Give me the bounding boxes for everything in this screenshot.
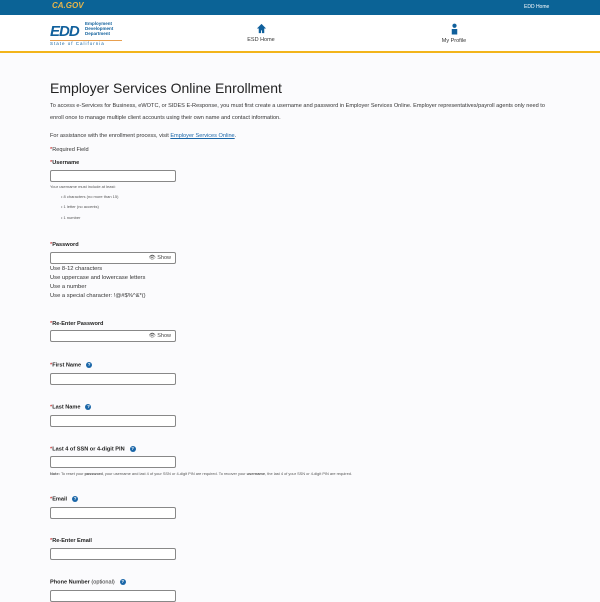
req-mark: * (50, 404, 53, 411)
rule-text: 1 letter (no accents) (63, 204, 99, 209)
first-name-label (50, 362, 92, 368)
logo-dept: Department (85, 31, 111, 36)
ca-gov-logo[interactable]: CA.GOV (52, 1, 84, 10)
logo-state: State of California (50, 40, 122, 46)
email-input[interactable] (50, 507, 176, 519)
username-label (50, 160, 79, 166)
label-text: Username (52, 160, 80, 166)
logo-text: EDD (50, 23, 79, 40)
rule-text: 8 characters (no more than 15) (63, 194, 119, 199)
ssn-label (50, 446, 136, 452)
label-text: Email (52, 496, 68, 503)
edd-home-link[interactable]: EDD Home (524, 4, 550, 10)
password-rule: Use uppercase and lowercase letters (50, 275, 146, 281)
top-bar (0, 0, 600, 15)
req-mark: * (50, 362, 53, 369)
edd-logo[interactable] (50, 20, 122, 47)
show-label: Show (157, 333, 171, 339)
intro-text: To access e-Services for Business, eWOTC, or SIDES E-Response, you must first create a username and password in Employer Services Online. Employer representatives/payroll agents only need to enroll once to manage multiple client accounts using their own name and contact information. (50, 103, 545, 121)
nav-label: ESD Home (247, 37, 275, 43)
help-icon[interactable]: ? (131, 446, 134, 451)
note-text: , your username and last 4 of your SSN or 4-digit PIN are required. To recover your (102, 471, 247, 476)
label-text: Re-Enter Email (52, 538, 92, 544)
password-rule: Use a special character: !@#$%^&*() (50, 293, 146, 299)
reenter-password-input[interactable] (50, 330, 176, 342)
last-name-label (50, 404, 91, 410)
help-icon[interactable]: ? (73, 496, 77, 501)
punct: . (234, 133, 237, 139)
phone-label (50, 579, 126, 585)
note-bold: password (84, 471, 103, 476)
person-icon (449, 23, 460, 35)
employer-services-online-link[interactable]: Employer Services Online (170, 133, 235, 139)
label-text: Last Name (52, 404, 81, 411)
reenter-password-label (50, 321, 103, 327)
username-input[interactable] (50, 170, 176, 182)
optional-text: (optional) (91, 579, 115, 586)
note-bold: username (246, 471, 266, 476)
help-icon[interactable]: ? (87, 404, 90, 409)
req-mark: * (50, 242, 53, 248)
first-name-input[interactable] (50, 373, 176, 385)
username-rule: • 1 letter (no accents) (61, 204, 99, 209)
rule-text: 1 number (63, 215, 81, 220)
req-mark: * (50, 538, 53, 544)
password-label (50, 242, 79, 248)
label-text: First Name (52, 362, 82, 369)
reenter-email-input[interactable] (50, 548, 176, 560)
required-note-text: Required Field (52, 147, 89, 153)
req-mark: * (50, 160, 53, 166)
logo-dept: Development (85, 26, 114, 31)
label-text: Re-Enter Password (52, 321, 104, 327)
email-label (50, 496, 78, 502)
reenter-email-label (50, 538, 92, 544)
req-mark: * (50, 446, 53, 453)
username-rule: • 1 number (61, 215, 81, 220)
phone-input[interactable] (50, 590, 176, 602)
note-text: , the last 4 of your SSN or 4-digit PIN are required. (265, 471, 352, 476)
logo-dept: Employment (85, 21, 113, 26)
password-input[interactable] (50, 252, 176, 264)
show-password-button[interactable]: 👁 Show (148, 333, 171, 339)
nav-esd-home[interactable] (231, 23, 291, 43)
ssn-note (50, 471, 352, 476)
assist-text: For assistance with the enrollment process, visit (50, 133, 171, 139)
assistance-text (50, 130, 550, 142)
note-bold: Note: (50, 471, 60, 476)
help-icon[interactable]: ? (121, 579, 125, 584)
req-mark: * (50, 496, 53, 503)
note-text: To reset your (59, 471, 85, 476)
last-name-input[interactable] (50, 415, 176, 427)
nav-label: My Profile (441, 38, 467, 44)
req-mark: * (50, 147, 53, 153)
password-rule: Use a number (50, 284, 87, 290)
label-text: Phone Number (50, 579, 90, 586)
username-rule: • 8 characters (no more than 15) (61, 194, 119, 199)
label-text: Last 4 of SSN or 4-digit PIN (52, 446, 125, 453)
label-text: Password (52, 242, 79, 248)
page-title: Employer Services Online Enrollment (50, 80, 282, 96)
home-icon (256, 23, 267, 34)
show-label: Show (157, 255, 171, 261)
nav-my-profile[interactable] (424, 23, 484, 44)
username-hint: Your username must include at least: (50, 184, 116, 189)
help-icon[interactable]: ? (87, 362, 91, 367)
ssn-input[interactable] (50, 456, 176, 468)
required-note (50, 144, 550, 156)
show-password-button[interactable]: 👁 Show (148, 255, 171, 261)
req-mark: * (50, 321, 53, 327)
password-rule: Use 8-12 characters (50, 266, 103, 272)
